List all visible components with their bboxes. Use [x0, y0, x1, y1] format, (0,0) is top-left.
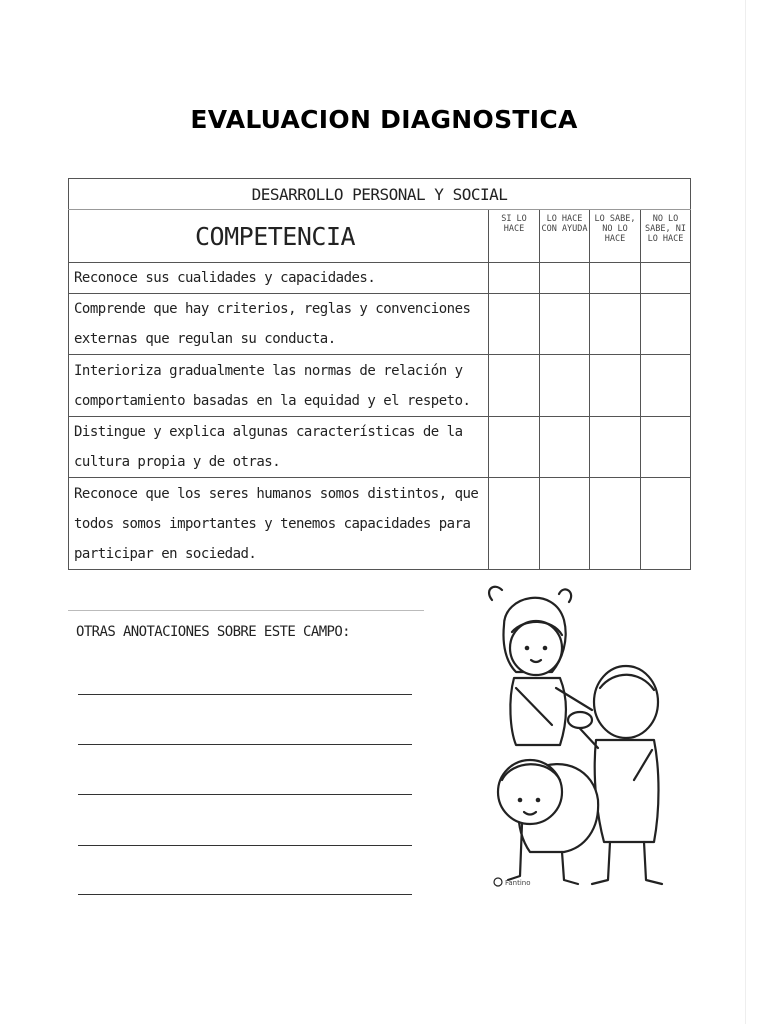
children-playing-illustration [464, 580, 674, 910]
check-cell[interactable] [641, 294, 691, 355]
document-title: EVALUACION DIAGNOSTICA [190, 104, 578, 134]
girl-eye [543, 646, 548, 651]
check-cell[interactable] [590, 417, 641, 478]
table-row [69, 355, 691, 417]
check-cell[interactable] [540, 417, 590, 478]
writing-line[interactable] [78, 794, 412, 795]
illustration-watermark: Fantino [505, 879, 531, 887]
writing-line[interactable] [78, 894, 412, 895]
crawling-child-eye [518, 798, 523, 803]
check-cell[interactable] [540, 478, 590, 570]
check-cell[interactable] [489, 263, 540, 294]
table-row [69, 417, 691, 478]
crawling-child-eye [536, 798, 541, 803]
section-title: DESARROLLO PERSONAL Y SOCIAL [69, 179, 691, 210]
criterion-text: Interioriza gradualmente las normas de relación y comportamiento basadas en la equidad y el respeto. [69, 355, 489, 417]
evaluation-table [68, 178, 691, 570]
page-edge [745, 0, 746, 1024]
column-header-si-lo-hace: SI LO HACE [489, 210, 540, 263]
table-row [69, 263, 691, 294]
joined-hands [568, 712, 592, 728]
column-header-con-ayuda: LO HACE CON AYUDA [540, 210, 590, 263]
check-cell[interactable] [489, 355, 540, 417]
check-cell[interactable] [489, 478, 540, 570]
boy-legs [592, 842, 662, 884]
check-cell[interactable] [489, 294, 540, 355]
check-cell[interactable] [540, 355, 590, 417]
check-cell[interactable] [590, 478, 641, 570]
girl-eye [525, 646, 530, 651]
check-cell[interactable] [590, 263, 641, 294]
writing-line[interactable] [78, 694, 412, 695]
copyright-mark-icon [494, 878, 502, 886]
competency-header: COMPETENCIA [69, 210, 489, 263]
writing-line[interactable] [78, 845, 412, 846]
check-cell[interactable] [590, 294, 641, 355]
check-cell[interactable] [641, 355, 691, 417]
table-row [69, 294, 691, 355]
check-cell[interactable] [641, 417, 691, 478]
check-cell[interactable] [540, 294, 590, 355]
girl-face [510, 621, 562, 675]
check-cell[interactable] [641, 478, 691, 570]
boy-head [594, 666, 658, 738]
check-cell[interactable] [590, 355, 641, 417]
writing-line[interactable] [78, 744, 412, 745]
section-row [69, 179, 691, 210]
criterion-text: Distingue y explica algunas características de la cultura propia y de otras. [69, 417, 489, 478]
table-row [69, 478, 691, 570]
column-header-no-lo-sabe: NO LO SABE, NI LO HACE [641, 210, 691, 263]
check-cell[interactable] [489, 417, 540, 478]
criterion-text: Reconoce sus cualidades y capacidades. [69, 263, 489, 294]
annotations-divider [68, 610, 424, 611]
column-header-no-lo-hace: LO SABE, NO LO HACE [590, 210, 641, 263]
check-cell[interactable] [540, 263, 590, 294]
criterion-text: Comprende que hay criterios, reglas y convenciones externas que regulan su conducta. [69, 294, 489, 355]
header-row [69, 210, 691, 263]
check-cell[interactable] [641, 263, 691, 294]
criterion-text: Reconoce que los seres humanos somos distintos, que todos somos importantes y tenemos capacidades para participar en sociedad. [69, 478, 489, 570]
annotations-label: OTRAS ANOTACIONES SOBRE ESTE CAMPO: [76, 624, 351, 640]
